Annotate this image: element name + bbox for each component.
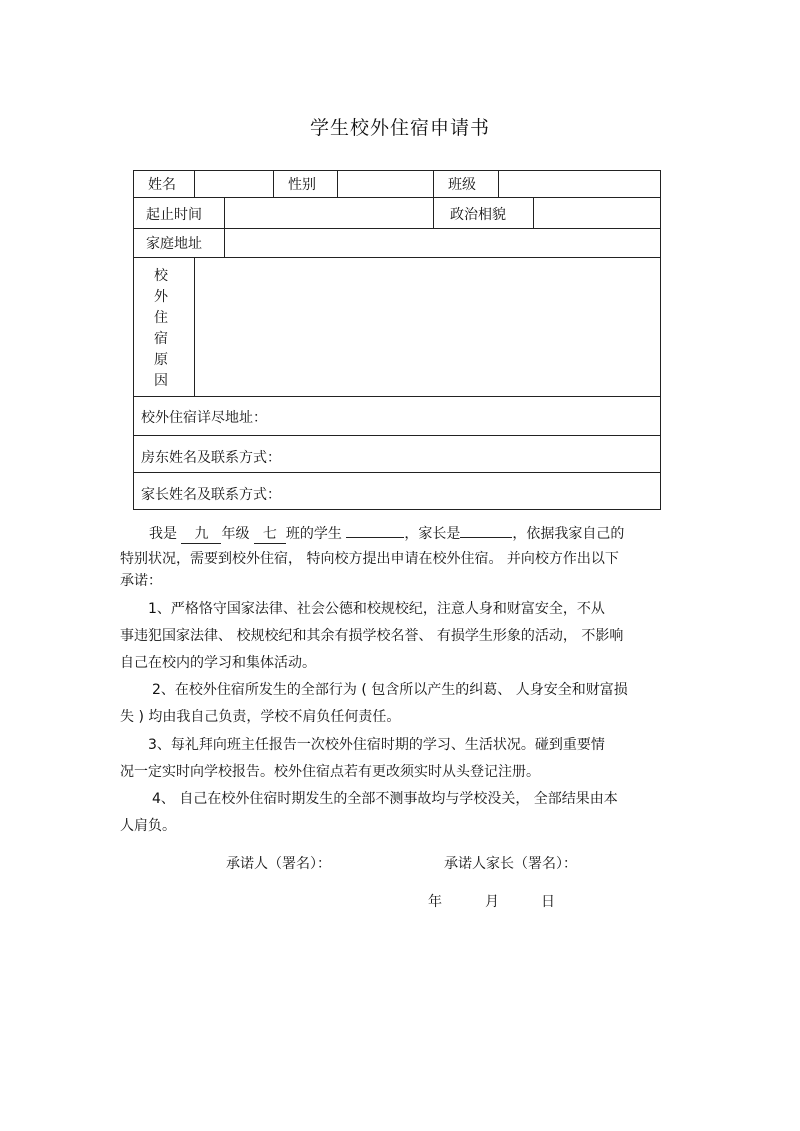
document-title: 学生校外住宿申请书: [309, 117, 490, 139]
home-address-label: 家庭地址: [146, 236, 202, 252]
political-status-label: 政治相貌: [450, 207, 506, 223]
grade-blank: 九: [181, 525, 221, 544]
reason-char: 住: [154, 310, 168, 326]
col-divider: [433, 171, 434, 197]
reason-char: 原: [154, 352, 168, 368]
parent-contact-label: 家长姓名及联系方式：: [141, 487, 281, 503]
row-divider: [134, 228, 660, 229]
promise-item-2: 2、在校外住宿所发生的全部行为 ( 包含所以产生的纠葛、 人身安全和财富损: [152, 682, 628, 698]
reason-char: 宿: [154, 331, 168, 347]
parent-text: ，家长是: [404, 526, 461, 542]
promise-item-1: 事违犯国家法律、 校规校纪和其余有损学校名誉、 有损学生形象的活动， 不影响: [120, 628, 624, 644]
row-divider: [134, 396, 660, 397]
col-divider: [224, 197, 225, 228]
name-label: 姓名: [148, 177, 176, 193]
col-divider: [224, 228, 225, 257]
col-divider: [533, 197, 534, 228]
promise-item-4: 4、 自己在校外住宿时期发生的全部不测事故均与学校没关， 全部结果由本: [152, 791, 618, 807]
promise-item-1: 1、严格恪守国家法律、社会公德和校规校纪，注意人身和财富安全，不从: [148, 601, 605, 617]
col-divider: [194, 257, 195, 396]
student-name-blank: [346, 519, 404, 538]
reason-char: 因: [154, 373, 168, 389]
intro-text: 我是: [149, 526, 177, 542]
period-label: 起止时间: [146, 207, 202, 223]
statement-line: 特别状况，需要到校外住宿， 特向校方提出申请在校外住宿。 并向校方作出以下: [120, 551, 619, 567]
dorm-address-label: 校外住宿详尽地址：: [141, 410, 267, 426]
grade-suffix: 年级: [221, 526, 250, 542]
parent-name-blank: [460, 519, 512, 538]
promise-item-2: 失 ) 均由我自己负责，学校不肩负任何责任。: [120, 709, 401, 725]
intro-tail: ，依据我家自己的: [512, 526, 625, 542]
landlord-contact-label: 房东姓名及联系方式：: [141, 450, 281, 466]
date-year: 年: [428, 894, 442, 910]
col-divider: [433, 197, 434, 228]
promise-item-3: 3、每礼拜向班主任报告一次校外住宿时期的学习、生活状况。碰到重要情: [148, 737, 605, 753]
statement-intro: [149, 519, 709, 544]
statement-line: 承诺：: [120, 573, 162, 589]
row-divider: [134, 472, 660, 473]
promise-item-4: 人肩负。: [120, 818, 176, 834]
parent-signature: 承诺人家长（署名）：: [444, 856, 577, 872]
reason-char: 校: [154, 268, 168, 284]
application-form-table: [133, 170, 661, 510]
gender-label: 性别: [288, 177, 316, 193]
class-blank: 七: [254, 525, 286, 544]
class-label: 班级: [448, 177, 476, 193]
class-suffix: 班的学生: [285, 526, 342, 542]
row-divider: [134, 435, 660, 436]
reason-char: 外: [154, 289, 168, 305]
col-divider: [273, 171, 274, 197]
col-divider: [194, 171, 195, 197]
col-divider: [498, 171, 499, 197]
reason-label: [154, 266, 168, 392]
row-divider: [134, 197, 660, 198]
promise-item-3: 况一定实时向学校报告。校外住宿点若有更改须实时从头登记注册。: [120, 764, 540, 780]
row-divider: [134, 257, 660, 258]
date-day: 日: [541, 894, 555, 910]
col-divider: [337, 171, 338, 197]
promiser-signature: 承诺人（署名）：: [226, 856, 331, 872]
date-month: 月: [485, 894, 499, 910]
promise-item-1: 自己在校内的学习和集体活动。: [120, 655, 316, 671]
